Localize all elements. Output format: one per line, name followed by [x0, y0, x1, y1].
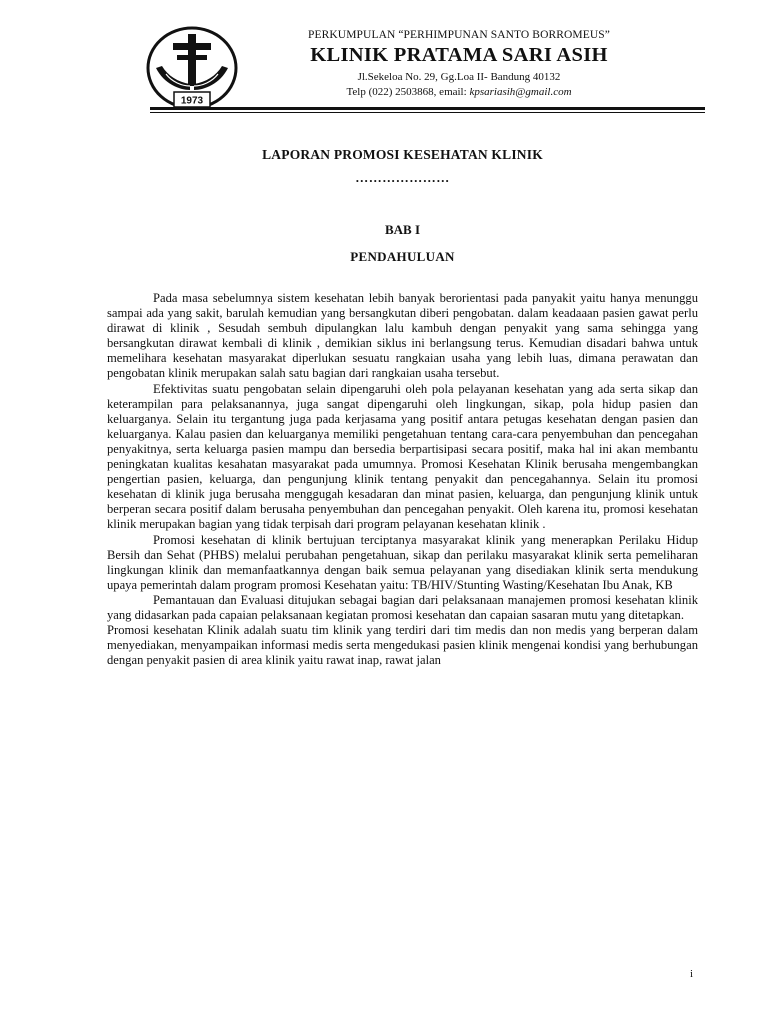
clinic-contact	[268, 86, 650, 98]
paragraph: Pemantauan dan Evaluasi ditujukan sebagai bagian dari pelaksanaan manajemen promosi kesehatan klinik yang didasarkan pada capaian pelaksanaan kegiatan promosi kesehatan dan capaian sasaran mutu yang ditetapkan.	[107, 592, 698, 622]
logo-year: 1973	[180, 95, 204, 107]
paragraph: Pada masa sebelumnya sistem kesehatan lebih banyak berorientasi pada panyakit yaitu hanya menunggu sampai ada yang sakit, barulah kemudian yang bersangkutan diberi pengobatan. dalam keadaaan pasien gawat perlu dirawat di klinik , Sesudah sembuh dipulangkan lalu kambuh dengan penyakit yang sama sehingga yang bersangkutan dirawat kembali di klinik , demikian siklus ini berlangsung terus. Kemudian disadari bahwa untuk memelihara kesehatan masyarakat diperlukan sesuatu rangkaian usaha yang lebih luas, dimana perawatan dan pengobatan klinik merupakan salah satu bagian dari rangkaian usaha tersebut.	[107, 291, 698, 381]
chapter-title: PENDAHULUAN	[350, 249, 455, 264]
organization-name: PERKUMPULAN “PERHIMPUNAN SANTO BORROMEUS”	[308, 29, 610, 41]
clinic-email: kpsariasih@gmail.com	[469, 86, 572, 98]
page-number: i	[690, 968, 694, 980]
clinic-logo-icon	[146, 26, 238, 112]
clinic-name: KLINIK PRATAMA SARI ASIH	[310, 44, 608, 66]
letterhead-rule-thin	[150, 112, 705, 113]
document-body	[107, 291, 698, 668]
document-title-placeholder: …………………	[355, 170, 450, 185]
paragraph: Efektivitas suatu pengobatan selain dipengaruhi oleh pola pelayanan kesehatan yang ada serta sikap dan keterampilan para pelaksanannya, juga sangat dipengaruhi oleh lingkungan, sikap, pola hidup pasien dan keluarganya. Selain itu tergantung juga pada kerjasama yang positif antara petugas kesehatan dengan pasien dan keluarganya. Kalau pasien dan keluarganya memiliki pengetahuan tentang cara-cara penyembuhan dan pencegahan penyakitnya, serta keluarga pasien mampu dan bersedia berpartisipasi secara positif, maka hal ini akan membantu peningkatan kualitas kesahatan masyarakat pada umumnya. Promosi Kesehatan Klinik berusaha mengembangkan pengertian pasien, keluarga, dan pengunjung klinik tentang penyakit dan pencegahannya. Selain itu promosi kesehatan di klinik juga berusaha menggugah kesadaran dan minat pasien, keluarga, dan pengunjung klinik untuk berperan secara positif dalam berusaha penyembuhan dan pencegahan penyakit. Oleh karena itu, promosi kesehatan klinik merupakan bagian yang tidak terpisah dari program pelayanan kesehatan klinik .	[107, 381, 698, 532]
clinic-address: Jl.Sekeloa No. 29, Gg.Loa II- Bandung 40132	[357, 71, 561, 83]
chapter-number: BAB I	[384, 222, 421, 237]
letterhead-rule-thick	[150, 107, 705, 110]
paragraph: Promosi kesehatan di klinik bertujuan terciptanya masyarakat klinik yang menerapkan Perilaku Hidup Bersih dan Sehat (PHBS) melalui perubahan pengetahuan, sikap dan perilaku masyarakat klinik serta pemeliharan lingkungan klinik dan memanfaatkannya dengan baik semua pelayanan yang disediakan klinik serta mendukung upaya pemerintah dalam program promosi Kesehatan yaitu: TB/HIV/Stunting Wasting/Kesehatan Ibu Anak, KB	[107, 532, 698, 592]
document-title: LAPORAN PROMOSI KESEHATAN KLINIK	[262, 147, 543, 162]
clinic-logo	[146, 26, 238, 112]
paragraph: Promosi kesehatan Klinik adalah suatu tim klinik yang terdiri dari tim medis dan non medis yang berperan dalam menyediakan, menyampaikan informasi medis serta mengedukasi pasien klinik mengenai kondisi yang berhubungan dengan penyakit pasien di area klinik yaitu rawat inap, rawat jalan	[107, 623, 698, 668]
clinic-phone: Telp (022) 2503868, email:	[346, 86, 470, 98]
